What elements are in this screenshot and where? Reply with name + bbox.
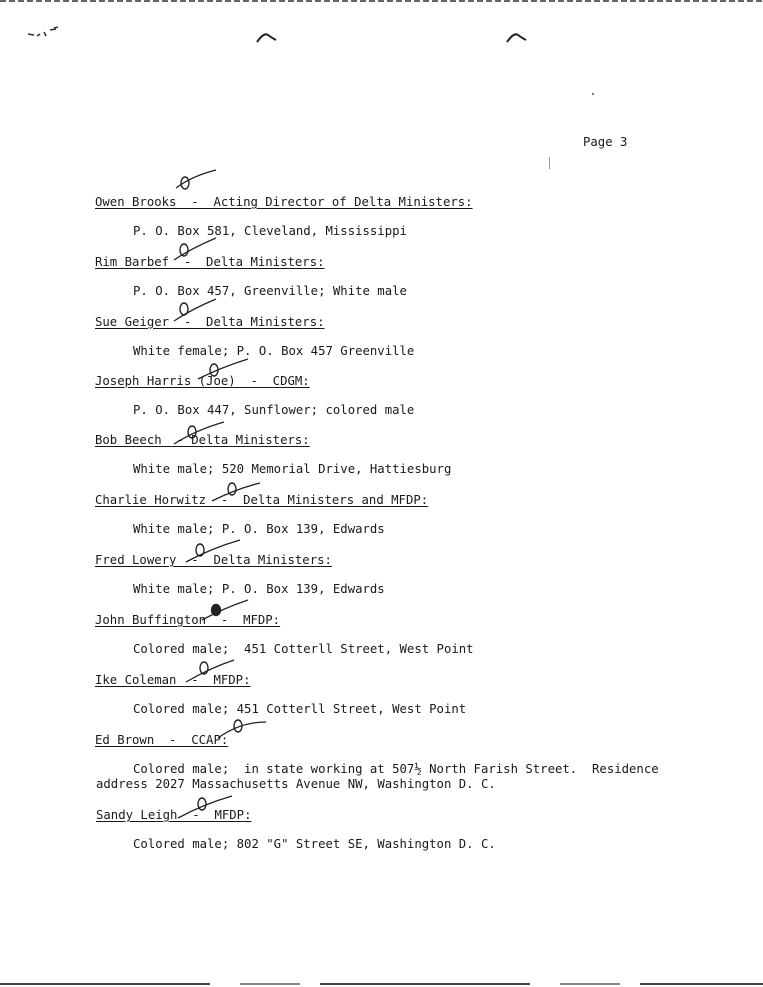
- entry-heading: Sue Geiger - Delta Ministers:: [95, 315, 325, 329]
- bottom-edge-line: [0, 983, 763, 985]
- entry-detail: White male; P. O. Box 139, Edwards: [133, 522, 385, 536]
- entry-heading: Owen Brooks - Acting Director of Delta Ministers:: [95, 195, 473, 209]
- speck: [592, 93, 594, 95]
- entry-heading: John Buffington - MFDP:: [95, 613, 281, 627]
- entry-detail: White male; P. O. Box 139, Edwards: [133, 582, 385, 596]
- handwritten-check-mark: [170, 166, 220, 192]
- entry-detail-continued: address 2027 Massachusetts Avenue NW, Washington D. C.: [96, 777, 496, 791]
- entry-heading: Bob Beech - Delta Ministers:: [95, 433, 310, 447]
- entry-detail: White male; 520 Memorial Drive, Hattiesburg: [133, 462, 452, 476]
- entry-detail: P. O. Box 457, Greenville; White male: [133, 284, 407, 298]
- entry-heading: Joseph Harris (Joe) - CDGM:: [95, 374, 310, 388]
- entry-heading: Rim Barbef - Delta Ministers:: [95, 255, 325, 269]
- entry-heading: Ed Brown - CCAP:: [95, 733, 229, 747]
- speck: [549, 157, 550, 169]
- entry-heading: Sandy Leigh - MFDP:: [96, 808, 252, 822]
- page-number: Page 3: [583, 135, 628, 149]
- top-edge-line: [0, 0, 763, 2]
- entry-heading: Ike Coleman - MFDP:: [95, 673, 251, 687]
- entry-detail: Colored male; 802 "G" Street SE, Washington D. C.: [133, 837, 496, 851]
- entry-detail: White female; P. O. Box 457 Greenville: [133, 344, 415, 358]
- entry-detail: P. O. Box 581, Cleveland, Mississippi: [133, 224, 407, 238]
- entry-detail: Colored male; 451 Cotterll Street, West Point: [133, 702, 467, 716]
- punch-mark-right: [504, 30, 530, 46]
- entry-detail: Colored male; in state working at 507½ North Farish Street. Residence: [133, 762, 659, 776]
- punch-mark-left: [254, 30, 280, 46]
- scan-artifact-marks: [24, 24, 88, 46]
- entry-heading: Fred Lowery - Delta Ministers:: [95, 553, 332, 567]
- entry-detail: P. O. Box 447, Sunflower; colored male: [133, 403, 415, 417]
- entry-heading: Charlie Horwitz - Delta Ministers and MFDP:: [95, 493, 429, 507]
- entry-detail: Colored male; 451 Cotterll Street, West Point: [133, 642, 474, 656]
